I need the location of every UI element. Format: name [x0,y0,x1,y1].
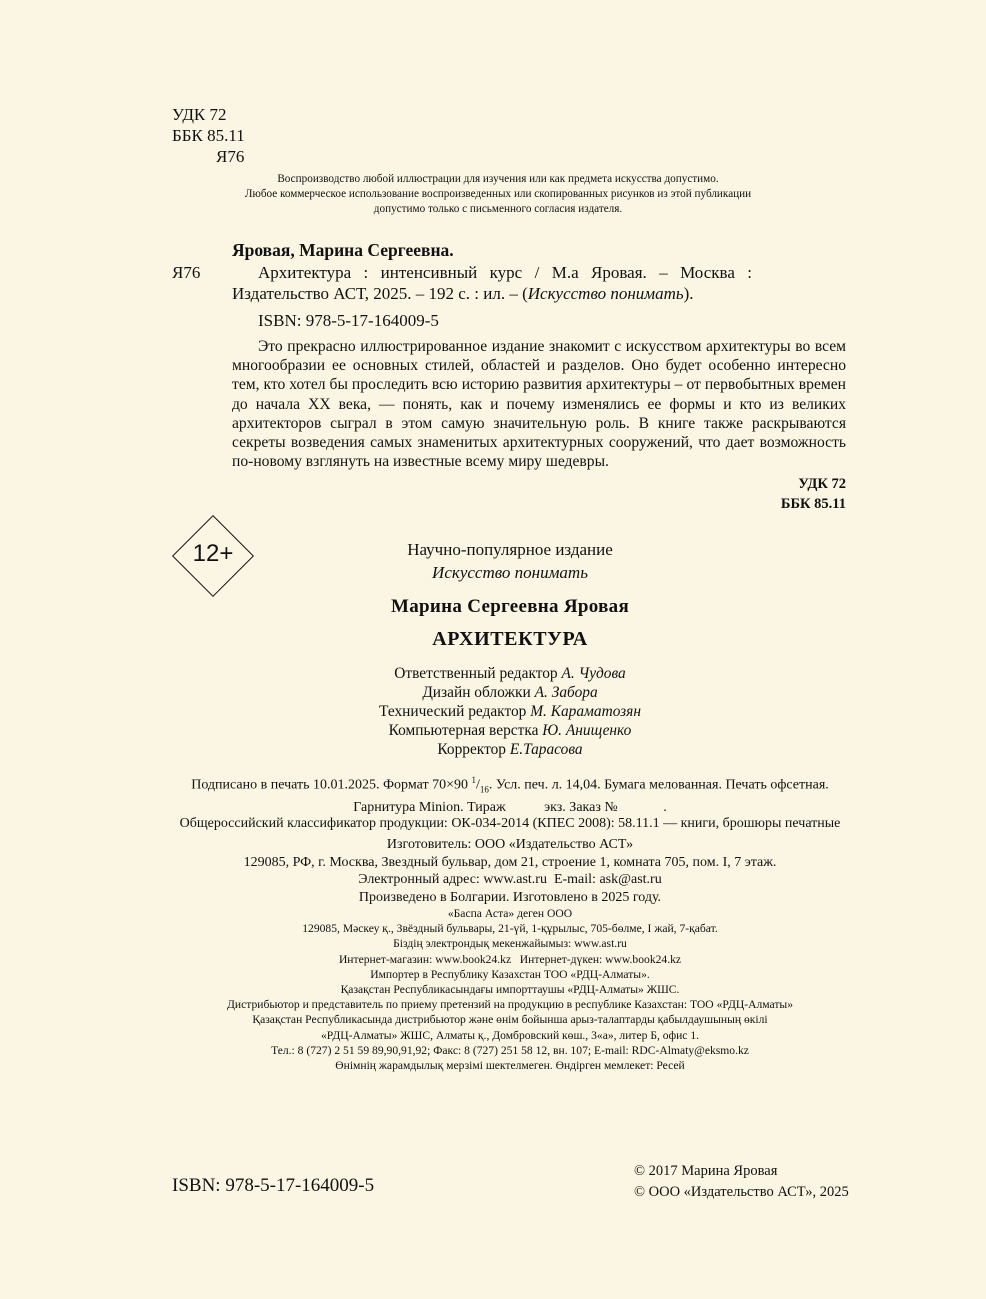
kz-line: Тел.: 8 (727) 2 51 59 89,90,91,92; Факс: 8 (727) 251 58 12, вн. 107; E-mail: RDC-Almaty@eksmo.kz [271,1043,749,1057]
credit-line [232,702,788,721]
credit-line [232,740,788,759]
description-end: ). [683,284,694,303]
credit-name: Е.Тарасова [509,741,583,758]
kz-line: 129085, Мәскеу қ., Звёздный бульвары, 21-үй, 1-құрылыс, 705-бөлме, I жай, 7-қабат. [302,922,718,936]
udk-right-block [700,474,846,514]
description-main: Архитектура : интенсивный курс / М.а Яровая. – Москва : Издательство АСТ, 2025. – 192 с. : ил. – ( [232,263,752,303]
bbk-code: ББК 85.11 [172,126,245,145]
manufacturer-info [140,836,880,906]
print-info-line2: Гарнитура Minion. Тираж экз. Заказ № . [353,799,667,815]
print-info [140,772,880,816]
abstract-text: Это прекрасно иллюстрированное издание знакомит с искусством архитектуры во всем многообразии ее основных стилей, областей и разделов. Оно будет особенно интересно тем, кто хотел бы проследить всю историю развития архитектуры – от первобытных времен до начала XX века, — понять, как и почему изменялись ее формы и кто из великих архитекторов сыграл в этом самую значительную роль. В книге также раскрываются секреты возведения самых знаменитых архитектурных сооружений, что дает возможность по-новому взглянуть на известные всему миру шедевры. [232,338,846,471]
bibliographic-isbn: ISBN: 978-5-17-164009-5 [258,311,439,330]
credit-name: Ю. Анищенко [542,722,632,739]
udk-right-code: УДК 72 [798,476,846,492]
product-classifier: Общероссийский классификатор продукции: ОК-034-2014 (КПЕС 2008): 58.11.1 — книги, брошюры печатные [179,816,841,831]
kz-line: Қазақстан Республикасында дистрибьютор және өнім бойынша арыз-талаптарды қабылдаушының өкілі [252,1013,768,1027]
manufacturer-line: Изготовитель: ООО «Издательство АСТ» [386,837,634,852]
credit-role: Корректор [437,741,506,758]
notice-line: допустимо только с письменного согласия издателя. [373,203,623,215]
copyright-block [634,1161,849,1203]
print-info-line: Подписано в печать 10.01.2025. Формат 70×90 $^1/_{16}$. Усл. печ. л. 14,04. Бумага мелованная. Печать офсетная. [191,775,829,795]
author-sign: Я76 [216,147,245,166]
credits-list [232,664,788,759]
kz-line: Интернет-магазин: www.book24.kz Интернет-дүкен: www.book24.kz [338,952,682,966]
edition-type: Научно-популярное издание [407,540,613,559]
kazakhstan-info [140,906,880,1073]
credit-line [232,664,788,683]
book-title: АРХИТЕКТУРА [432,628,588,650]
notice-line: Воспроизводство любой иллюстрации для изучения или как предмета искусства допустимо. [277,173,719,185]
fraction-numerator: 1 [471,775,476,785]
age-rating-label: 12+ [192,540,234,567]
notice-line: Любое коммерческое использование воспроизведенных или скопированных рисунков из этой публикации [244,188,752,200]
kz-line: Біздің электрондық мекенжайымыз: www.ast.ru [393,937,627,951]
kz-line: «РДЦ-Алматы» ЖШС, Алматы қ., Домбровский көш., 3«а», литер Б, офис 1. [320,1028,700,1042]
credit-line [232,683,788,702]
credit-role: Технический редактор [379,703,527,720]
manufacturer-line: Электронный адрес: www.ast.ru E-mail: ask@ast.ru [358,872,662,887]
bibliographic-author: Яровая, Марина Сергеевна. [232,240,454,260]
bbk-right-code: ББК 85.11 [780,496,846,512]
copyright-line: © ООО «Издательство АСТ», 2025 [634,1184,849,1200]
credit-name: А. Забора [534,684,598,701]
credit-role: Дизайн обложки [422,684,531,701]
credit-name: М. Караматозян [530,703,641,720]
kz-line: «Баспа Аста» деген ООО [447,907,573,920]
reproduction-notice [190,172,806,217]
kz-line: Өнімнің жарамдылық мерзімі шектелмеген. Өндірген мемлекет: Ресей [335,1059,685,1073]
bibliographic-description [232,262,752,304]
kz-line: Қазақстан Республикасындағы импорттаушы «РДЦ-Алматы» ЖШС. [340,983,680,997]
kz-line: Дистрибьютор и представитель по приему претензий на продукцию в республике Казахстан: ТОО «РДЦ-Алматы» [227,998,793,1012]
credit-role: Ответственный редактор [394,665,558,682]
description-series: Искусство понимать [527,284,684,303]
fraction-denominator: 16 [479,784,489,795]
credit-line [232,721,788,740]
print-format: Подписано в печать 10.01.2025. Формат 70×90 [191,777,468,793]
classification-block [172,104,245,167]
copyright-line: © 2017 Марина Яровая [634,1163,778,1179]
manufacturer-line: Произведено в Болгарии. Изготовлено в 2025 году. [358,889,662,905]
print-details: . Усл. печ. л. 14,04. Бумага мелованная. Печать офсетная. [488,777,829,793]
edition-author: Марина Сергеевна Яровая [390,596,630,617]
bibliographic-code: Я76 [172,263,201,282]
isbn-bottom: ISBN: 978-5-17-164009-5 [172,1175,375,1196]
credit-name: А. Чудова [561,665,626,682]
credit-role: Компьютерная верстка [388,722,539,739]
kz-line: Импортер в Республику Казахстан ТОО «РДЦ-Алматы». [370,967,650,981]
edition-series: Искусство понимать [432,563,588,582]
udk-code: УДК 72 [172,105,227,124]
manufacturer-line: 129085, РФ, г. Москва, Звездный бульвар, дом 21, строение 1, комната 705, пом. I, 7 этаж. [243,854,777,870]
